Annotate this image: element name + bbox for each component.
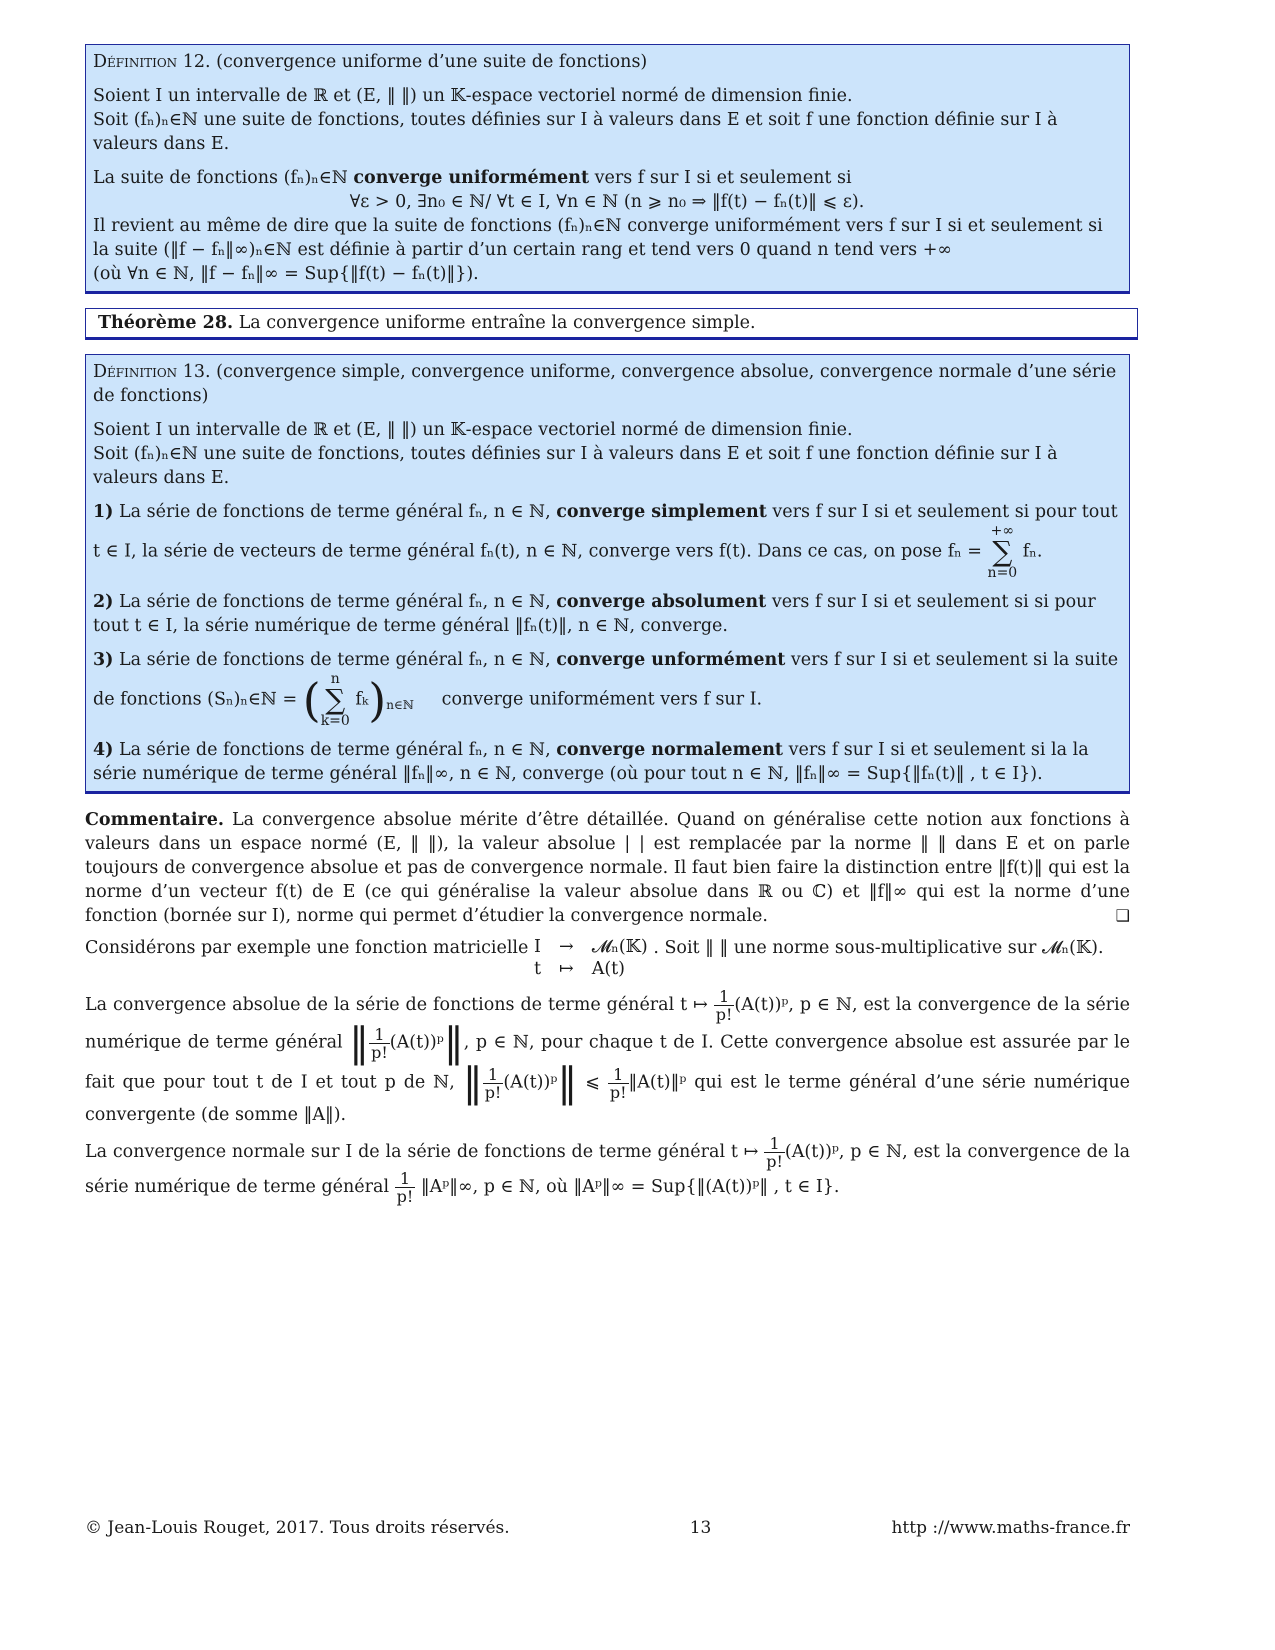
definition-12-line5: (où ∀n ∈ ℕ, ‖f − fₙ‖∞ = Sup{‖f(t) − fₙ(t)‖}). bbox=[93, 264, 479, 284]
sum-symbol bbox=[321, 672, 350, 728]
sum-lower-bound: k=0 bbox=[320, 713, 350, 729]
definition-13-item-4 bbox=[93, 738, 1121, 786]
theorem-28-label: Théorème 28. bbox=[98, 313, 234, 333]
item-prefix: La série de fonctions de terme général fₙ, n ∈ ℕ, bbox=[119, 650, 551, 670]
fraction-denominator: p! bbox=[371, 1042, 388, 1062]
example-norm-statement: . Soit ‖ ‖ une norme sous-multiplicative sur 𝓜ₙ(𝕂). bbox=[653, 938, 1104, 958]
fraction-1-over-p-factorial bbox=[714, 988, 735, 1023]
norm-bar-icon: ‖ bbox=[557, 1060, 578, 1106]
definition-12-line3 bbox=[93, 166, 1121, 190]
sum-upper-bound: +∞ bbox=[990, 523, 1015, 539]
example-paragraph-1 bbox=[85, 936, 1130, 980]
definition-12-label: Définition 12. bbox=[93, 52, 211, 72]
definition-12-box bbox=[85, 44, 1130, 294]
absolute-convergence-conclusion: qui est le terme général d’une série numérique convergente (de somme ‖A‖). bbox=[85, 1072, 1130, 1125]
fraction-1-over-p-factorial bbox=[369, 1026, 390, 1061]
norm-term: (A(t))ᵖ bbox=[389, 1032, 444, 1053]
item-suffix: vers f sur I si et seulement si la la série numérique de terme général ‖fₙ‖∞, n ∈ ℕ, converge (où pour tout n ∈ ℕ, ‖fₙ‖∞ = Sup{‖fₙ(t)‖ , t ∈ I}). bbox=[93, 740, 1089, 784]
document-page bbox=[85, 44, 1130, 1213]
definition-12-line3-suffix: vers f sur I si et seulement si bbox=[594, 168, 852, 188]
inequality-rhs: ‖A(t)‖ᵖ bbox=[628, 1072, 687, 1093]
map-domain: I bbox=[533, 937, 541, 957]
item-keyword: converge normalement bbox=[556, 740, 784, 760]
paren-subscript: n∈ℕ bbox=[386, 698, 414, 712]
item-3-conclusion: converge uniformément vers f sur I. bbox=[441, 689, 763, 710]
definition-13-heading bbox=[93, 360, 1121, 408]
definition-13-item-2 bbox=[93, 590, 1121, 638]
definition-12-formula: ∀ε > 0, ∃n₀ ∈ ℕ/ ∀t ∈ I, ∀n ∈ ℕ (n ⩾ n₀ ⇒ ‖f(t) − fₙ(t)‖ ⩽ ε). bbox=[349, 192, 865, 212]
definition-12-line3-prefix: La suite de fonctions (fₙ)ₙ∈ℕ bbox=[93, 168, 348, 188]
item-prefix: La série de fonctions de terme général fₙ, n ∈ ℕ, bbox=[119, 740, 551, 760]
norm-bar-icon: ‖ bbox=[462, 1060, 483, 1106]
item-number: 1) bbox=[93, 502, 114, 522]
item-prefix: La série de fonctions de terme général fₙ, n ∈ ℕ, bbox=[119, 592, 551, 612]
commentary-paragraph bbox=[85, 808, 1130, 928]
fraction-1-over-p-factorial bbox=[608, 1066, 629, 1101]
right-paren-icon: ) bbox=[368, 673, 387, 727]
definition-13-box bbox=[85, 354, 1130, 794]
definition-13-line1: Soient I un intervalle de ℝ et (E, ‖ ‖) un 𝕂-espace vectoriel normé de dimension finie. bbox=[93, 420, 853, 440]
item-keyword: converge absolument bbox=[556, 592, 767, 612]
example-intro: Considérons par exemple une fonction matricielle bbox=[85, 938, 529, 958]
item-suffix: vers f sur I si et seulement si pour tout t ∈ I, la série de vecteurs de terme général fₙ(t), n ∈ ℕ, converge vers f(t). Dans ce cas, on pose fₙ = bbox=[93, 502, 1118, 562]
partial-sums-label: de fonctions (Sₙ)ₙ∈ℕ = bbox=[93, 689, 298, 710]
fraction-1-over-p-factorial bbox=[764, 1135, 785, 1170]
definition-13-line2: Soit (fₙ)ₙ∈ℕ une suite de fonctions, toutes définies sur I à valeurs dans E et soit f une fonction définie sur I à valeurs dans E. bbox=[93, 444, 1058, 488]
page-footer bbox=[85, 1518, 1130, 1538]
item-number: 2) bbox=[93, 592, 114, 612]
matrix-function-map bbox=[534, 936, 648, 980]
item-number: 4) bbox=[93, 740, 114, 760]
sigma-icon: ∑ bbox=[992, 535, 1013, 568]
definition-12-title: (convergence uniforme d’une suite de fonctions) bbox=[216, 52, 648, 72]
item-suffix: vers f sur I si et seulement si si pour tout t ∈ I, la série numérique de terme général ‖fₙ(t)‖, n ∈ ℕ, converge. bbox=[93, 592, 1096, 636]
fraction-denominator: p! bbox=[715, 1005, 733, 1024]
definition-13-title: (convergence simple, convergence uniforme, convergence absolue, convergence normale d’une série de fonctions) bbox=[93, 362, 1117, 406]
fraction-numerator: 1 bbox=[608, 1066, 629, 1084]
map-image: A(t) bbox=[591, 959, 626, 979]
example-paragraph-2 bbox=[85, 988, 1130, 1127]
inequality-symbol: ⩽ bbox=[585, 1072, 600, 1093]
absolute-convergence-intro: La convergence absolue de la série de fonctions de terme général t ↦ bbox=[85, 995, 708, 1015]
fraction-numerator: 1 bbox=[714, 988, 735, 1006]
definition-13-label: Définition 13. bbox=[93, 362, 211, 382]
definition-12-keyword: converge uniformément bbox=[353, 168, 590, 188]
absolute-convergence-reason: , p ∈ ℕ, pour chaque t de I. Cette convergence absolue est assurée par le fait que pour tout t de I et tout p de ℕ, bbox=[85, 1032, 1130, 1093]
absolute-convergence-mid: (A(t))ᵖ, p ∈ ℕ, est la convergence de la série numérique de terme général bbox=[85, 995, 1131, 1053]
fraction-denominator: p! bbox=[609, 1082, 627, 1102]
footer-page-number: 13 bbox=[689, 1518, 712, 1538]
item-number: 3) bbox=[93, 650, 114, 670]
sum-lower-bound: n=0 bbox=[987, 565, 1018, 581]
item-keyword: converge unformément bbox=[556, 650, 786, 670]
fraction-denominator: p! bbox=[766, 1152, 783, 1171]
theorem-28-text: La convergence uniforme entraîne la convergence simple. bbox=[238, 313, 756, 333]
normal-convergence-mid: (A(t))ᵖ, p ∈ ℕ, est la convergence de la série numérique de terme général bbox=[85, 1142, 1131, 1197]
end-of-remark-icon: ❑ bbox=[1115, 906, 1130, 925]
footer-url-link[interactable]: http ://www.maths-france.fr bbox=[891, 1518, 1130, 1538]
definition-12-line1: Soient I un intervalle de ℝ et (E, ‖ ‖) un 𝕂-espace vectoriel normé de dimension finie. bbox=[93, 86, 853, 106]
sigma-icon: ∑ bbox=[325, 683, 346, 716]
item-suffix: vers f sur I si et seulement si la suite bbox=[790, 650, 1119, 670]
definition-12-line4: Il revient au même de dire que la suite de fonctions (fₙ)ₙ∈ℕ converge uniformément vers f sur I si et seulement si la suite (‖f − fₙ‖∞)ₙ∈ℕ est définie à partir d’un certain rang et tend vers 0 quand n tend vers +∞ bbox=[93, 216, 1103, 260]
arrow-right-icon: → bbox=[559, 937, 574, 957]
sum-term: fₙ. bbox=[1022, 541, 1043, 562]
commentary-label: Commentaire. bbox=[85, 810, 225, 830]
definition-12-line2: Soit (fₙ)ₙ∈ℕ une suite de fonctions, toutes définies sur I à valeurs dans E et soit f une fonction définie sur I à valeurs dans E. bbox=[93, 110, 1058, 154]
norm-bar-icon: ‖ bbox=[443, 1020, 464, 1066]
norm-bar-icon: ‖ bbox=[349, 1020, 370, 1066]
maps-to-icon: ↦ bbox=[559, 959, 574, 979]
definition-12-heading bbox=[93, 50, 1121, 74]
definition-13-item-3 bbox=[93, 648, 1121, 672]
sum-upper-bound: n bbox=[330, 671, 340, 687]
fraction-numerator: 1 bbox=[395, 1170, 416, 1188]
item-keyword: converge simplement bbox=[556, 502, 767, 522]
commentary-text: La convergence absolue mérite d’être détaillée. Quand on généralise cette notion aux fonctions à valeurs dans un espace normé (E, ‖ ‖), la valeur absolue | | est remplacée par la norme ‖ ‖ dans E et on parle toujours de convergence absolue et pas de convergence normale. Il faut bien faire la distinction entre ‖f(t)‖ qui est la norme d’un vecteur f(t) de E (ce qui généralise la valeur absolue dans ℝ ou ℂ) et ‖f‖∞ qui est la norme d’une fonction (bornée sur I), norme qui permet d’étudier la convergence normale. bbox=[85, 810, 1130, 926]
theorem-28-box bbox=[85, 308, 1138, 340]
example-paragraph-3 bbox=[85, 1135, 1130, 1205]
map-variable: t bbox=[533, 959, 542, 979]
fraction-denominator: p! bbox=[396, 1187, 414, 1206]
sum-symbol bbox=[988, 524, 1018, 580]
definition-13-item-3-formula bbox=[93, 672, 1121, 728]
fraction-numerator: 1 bbox=[483, 1066, 504, 1084]
left-paren-icon: ( bbox=[302, 673, 321, 727]
commentary-section bbox=[85, 808, 1130, 1205]
fraction-denominator: p! bbox=[484, 1082, 502, 1102]
fraction-numerator: 1 bbox=[369, 1026, 390, 1044]
footer-copyright: © Jean-Louis Rouget, 2017. Tous droits réservés. bbox=[85, 1518, 510, 1538]
fraction-1-over-p-factorial bbox=[395, 1170, 416, 1205]
norm-term: (A(t))ᵖ bbox=[503, 1072, 558, 1093]
fraction-1-over-p-factorial bbox=[483, 1066, 504, 1101]
map-codomain: 𝓜ₙ(𝕂) bbox=[591, 937, 648, 957]
item-prefix: La série de fonctions de terme général fₙ, n ∈ ℕ, bbox=[119, 502, 551, 522]
fraction-numerator: 1 bbox=[764, 1135, 785, 1153]
normal-convergence-conclusion: ‖Aᵖ‖∞, p ∈ ℕ, où ‖Aᵖ‖∞ = Sup{‖(A(t))ᵖ‖ , t ∈ I}. bbox=[420, 1177, 840, 1197]
definition-13-item-1 bbox=[93, 500, 1121, 580]
sum-term: fₖ bbox=[355, 689, 369, 710]
normal-convergence-intro: La convergence normale sur I de la série de fonctions de terme général t ↦ bbox=[85, 1142, 759, 1162]
